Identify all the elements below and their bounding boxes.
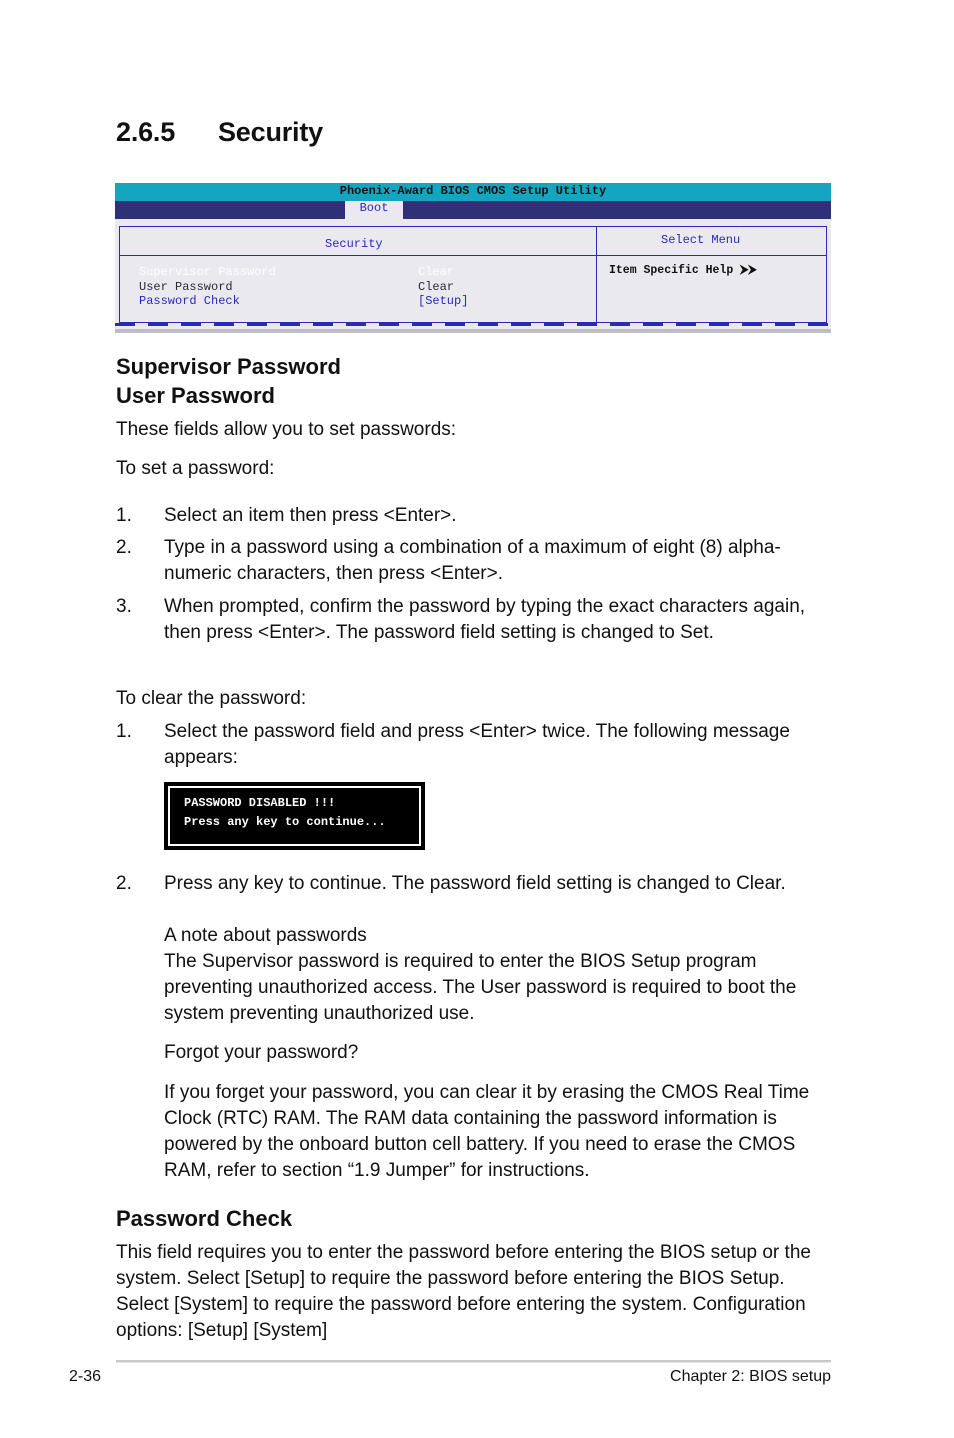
bios-item-password-check[interactable]: Password Check (139, 294, 240, 308)
subheading-supervisor-password: Supervisor Password (116, 354, 341, 379)
chapter-label: Chapter 2: BIOS setup (670, 1368, 831, 1385)
list-number: 1. (116, 721, 132, 742)
bios-dashed-divider (115, 323, 831, 326)
list-text: Type in a password using a combination of a maximum of eight (8) alpha-numeric characters, then press <Enter>. (164, 537, 781, 584)
set-password-intro: To set a password: (116, 458, 275, 479)
bios-screenshot (115, 183, 831, 333)
bios-panel-title: Security (325, 237, 383, 251)
bios-item-user-password[interactable]: User Password (139, 280, 233, 294)
forgot-text: If you forget your password, you can clear it by erasing the CMOS Real Time Clock (RTC) RAM. The RAM data containing the password information is powered by the onboard button cell battery. If you need to erase the CMOS RAM, refer to section “1.9 Jumper” for instructions. (164, 1082, 810, 1181)
list-text: Select an item then press <Enter>. (164, 505, 457, 526)
bios-value-supervisor-password: Clear (418, 265, 455, 279)
list-number: 1. (116, 505, 132, 526)
bios-bottom-bar (115, 329, 831, 333)
password-disabled-message-box (164, 782, 425, 850)
bios-value-user-password: Clear (418, 280, 455, 294)
bios-item-supervisor-password[interactable]: Supervisor Password (139, 265, 276, 279)
bios-tab-boot[interactable]: Boot (345, 201, 403, 219)
intro-text: These fields allow you to set passwords: (116, 419, 457, 440)
section-number: 2.6.5 (116, 117, 176, 147)
note-title: A note about passwords (164, 925, 367, 946)
section-title: Security (218, 117, 323, 147)
list-number: 3. (116, 596, 132, 617)
list-number: 2. (116, 873, 132, 894)
bios-help-title: Select Menu (661, 233, 741, 247)
section-heading (116, 117, 323, 148)
password-check-text: This field requires you to enter the password before entering the BIOS setup or the system. Select [Setup] to require the password before entering the BIOS Setup. Select [System] to require the password before entering the system. Configuration options: [Setup] [System] (116, 1242, 811, 1341)
bios-menu-bar (115, 201, 831, 219)
page-number: 2-36 (69, 1368, 102, 1385)
bios-value-password-check: [Setup] (418, 294, 469, 308)
list-text: Press any key to continue. The password field setting is changed to Clear. (164, 873, 786, 894)
bios-vertical-divider (596, 226, 597, 322)
note-text: The Supervisor password is required to enter the BIOS Setup program preventing unauthorized access. The User password is required to boot the system preventing unauthorized use. (164, 951, 797, 1024)
message-line-2: Press any key to continue... (184, 815, 386, 829)
forgot-title: Forgot your password? (164, 1042, 359, 1063)
footer-rule-shadow (116, 1362, 831, 1363)
list-number: 2. (116, 537, 132, 558)
message-line-1: PASSWORD DISABLED !!! (184, 796, 336, 810)
clear-password-intro: To clear the password: (116, 688, 307, 709)
subheading-password-check: Password Check (116, 1206, 293, 1231)
list-text: When prompted, confirm the password by typing the exact characters again, then press <Enter>. The password field setting is changed to Set. (164, 596, 806, 643)
bios-help-text: Item Specific Help ⮞⮞ (609, 264, 757, 277)
bios-horizontal-divider (119, 255, 827, 256)
subheading-user-password: User Password (116, 383, 275, 408)
list-text: Select the password field and press <Enter> twice. The following message appears: (164, 721, 790, 768)
bios-title-bar: Phoenix-Award BIOS CMOS Setup Utility (115, 183, 831, 201)
